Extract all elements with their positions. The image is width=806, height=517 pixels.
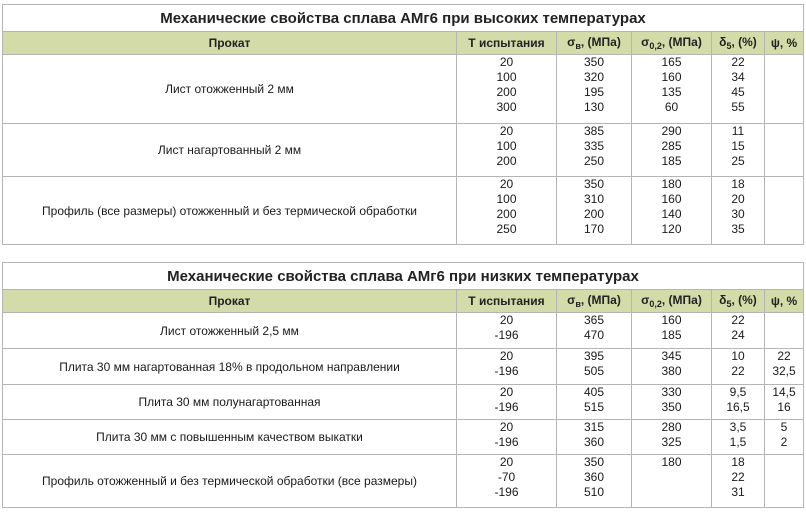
cell-test-temp (457, 385, 557, 420)
cell-value: 350 (661, 400, 682, 414)
cell-test-temp (457, 55, 557, 124)
cell-sigma-b (557, 349, 632, 385)
cell-value: 22 (731, 55, 745, 69)
cell-value: 180 (661, 177, 682, 191)
cell-value: 25 (731, 154, 745, 168)
cell-value: 160 (661, 70, 682, 84)
cell-value: 310 (583, 192, 605, 206)
cell-psi (765, 177, 804, 245)
cell-value: 360 (583, 435, 605, 449)
cell-test-temp (457, 349, 557, 385)
cell-value: 510 (583, 485, 605, 499)
cell-psi (765, 55, 804, 124)
cell-value: 200 (496, 207, 517, 221)
cell-psi (765, 349, 804, 385)
cell-value: 185 (661, 154, 682, 168)
cell-value: 200 (496, 154, 517, 168)
low-temperature-table (2, 262, 804, 508)
cell-value: 20 (499, 385, 514, 399)
col-product: Прокат (3, 290, 457, 313)
cell-test-temp (457, 313, 557, 349)
cell-value: 20 (499, 55, 514, 69)
cell-sigma-02 (632, 177, 712, 245)
table-row (3, 455, 804, 508)
cell-value: 11 (731, 124, 745, 138)
cell-value: 345 (661, 349, 682, 363)
cell-value: 20 (499, 124, 514, 138)
cell-value: 5 (780, 420, 788, 434)
cell-test-temp (457, 177, 557, 245)
cell-value: 200 (583, 207, 605, 221)
cell-sigma-b (557, 420, 632, 455)
cell-value: 31 (731, 485, 745, 499)
cell-psi (765, 385, 804, 420)
cell-value: 315 (583, 420, 605, 434)
table-title: Механические свойства сплава АМг6 при высоких температурах (3, 5, 804, 32)
cell-value: 515 (583, 400, 605, 414)
cell-delta-5 (712, 124, 765, 177)
cell-value: 55 (731, 100, 745, 114)
cell-sigma-b (557, 177, 632, 245)
table-row (3, 420, 804, 455)
table-row (3, 55, 804, 124)
col-sigma-b: $\sigma_в$, (МПа) (557, 32, 632, 55)
cell-value: 285 (661, 139, 682, 153)
cell-value: 9,5 (729, 385, 747, 399)
cell-value: 45 (731, 85, 745, 99)
header-row (3, 290, 804, 313)
cell-value: 160 (661, 313, 682, 327)
cell-psi (765, 124, 804, 177)
cell-product-name: Лист отожженный 2 мм (3, 55, 457, 124)
table-row (3, 349, 804, 385)
header-row (3, 32, 804, 55)
cell-value: 100 (496, 139, 517, 153)
col-sigma-02: $\sigma_{0,2}$, (МПа) (632, 290, 712, 313)
cell-value: 195 (583, 85, 605, 99)
cell-psi (765, 313, 804, 349)
cell-value: 100 (496, 70, 517, 84)
cell-sigma-02 (632, 420, 712, 455)
cell-product-name: Плита 30 мм нагартованная 18% в продольном направлении (3, 349, 457, 385)
high-temperature-table (2, 4, 804, 245)
cell-value: 350 (583, 177, 605, 191)
cell-product-name: Профиль (все размеры) отожженный и без термической обработки (3, 177, 457, 245)
cell-test-temp (457, 124, 557, 177)
cell-value: 140 (661, 207, 682, 221)
cell-value: 120 (661, 222, 682, 236)
cell-psi (765, 455, 804, 508)
cell-value: 200 (496, 85, 517, 99)
cell-value: 505 (583, 364, 605, 378)
cell-value: 22 (731, 364, 745, 378)
col-test-temp: Т испытания (457, 290, 557, 313)
cell-value: 18 (731, 177, 745, 191)
cell-value: 335 (583, 139, 605, 153)
cell-value: 22 (731, 470, 745, 484)
cell-value: 20 (499, 349, 514, 363)
cell-delta-5 (712, 313, 765, 349)
cell-value: 15 (731, 139, 745, 153)
table-row (3, 124, 804, 177)
cell-value: -196 (494, 485, 519, 499)
cell-test-temp (457, 420, 557, 455)
cell-value: 30 (731, 207, 745, 221)
cell-delta-5 (712, 455, 765, 508)
cell-value: 250 (583, 154, 605, 168)
cell-value: 385 (583, 124, 605, 138)
cell-value: 18 (731, 455, 745, 469)
cell-value: 20 (499, 313, 514, 327)
cell-value: 1,5 (729, 435, 747, 449)
cell-value: 10 (731, 349, 745, 363)
cell-value: 24 (731, 328, 745, 342)
cell-value: 22 (731, 313, 745, 327)
cell-value: -196 (494, 435, 519, 449)
cell-product-name: Профиль отожженный и без термической обработки (все размеры) (3, 455, 457, 508)
cell-sigma-b (557, 455, 632, 508)
cell-delta-5 (712, 420, 765, 455)
table-title: Механические свойства сплава АМг6 при низких температурах (3, 263, 804, 290)
cell-delta-5 (712, 349, 765, 385)
cell-value: 16 (777, 400, 791, 414)
cell-value: 100 (496, 192, 517, 206)
col-psi: ψ, % (765, 290, 804, 313)
cell-value: 300 (496, 100, 517, 114)
cell-value: 470 (583, 328, 605, 342)
cell-value: 290 (661, 124, 682, 138)
cell-test-temp (457, 455, 557, 508)
cell-product-name: Лист отожженный 2,5 мм (3, 313, 457, 349)
cell-sigma-02 (632, 385, 712, 420)
cell-delta-5 (712, 55, 765, 124)
cell-product-name: Плита 30 мм с повышенным качеством выкатки (3, 420, 457, 455)
cell-value: 135 (661, 85, 682, 99)
cell-product-name: Лист нагартованный 2 мм (3, 124, 457, 177)
cell-value: 14,5 (772, 385, 796, 399)
cell-value: 405 (583, 385, 605, 399)
col-test-temp: Т испытания (457, 32, 557, 55)
cell-value: 350 (583, 55, 605, 69)
cell-value: -196 (494, 400, 519, 414)
cell-delta-5 (712, 385, 765, 420)
table-row (3, 385, 804, 420)
col-sigma-b: $\sigma_в$, (МПа) (557, 290, 632, 313)
cell-product-name: Плита 30 мм полунагартованная (3, 385, 457, 420)
cell-value: 20 (499, 420, 514, 434)
cell-value: 2 (780, 435, 788, 449)
cell-value: 20 (731, 192, 745, 206)
cell-value: -196 (494, 328, 519, 342)
cell-value: 325 (661, 435, 682, 449)
cell-delta-5 (712, 177, 765, 245)
cell-value: 16,5 (726, 400, 750, 414)
cell-value: 185 (661, 328, 682, 342)
cell-psi (765, 420, 804, 455)
cell-value: 320 (583, 70, 605, 84)
cell-value: 130 (583, 100, 605, 114)
cell-value: 60 (664, 100, 679, 114)
col-sigma-02: $\sigma_{0,2}$, (МПа) (632, 32, 712, 55)
cell-value: -196 (494, 364, 519, 378)
cell-value: 35 (731, 222, 745, 236)
cell-sigma-02 (632, 313, 712, 349)
cell-sigma-b (557, 55, 632, 124)
cell-sigma-02 (632, 455, 712, 508)
cell-value: -70 (497, 470, 516, 484)
cell-value: 380 (661, 364, 682, 378)
col-psi: ψ, % (765, 32, 804, 55)
cell-value: 165 (661, 55, 682, 69)
cell-value: 280 (661, 420, 682, 434)
cell-value: 22 (777, 349, 791, 363)
cell-sigma-b (557, 124, 632, 177)
cell-value: 32,5 (772, 364, 796, 378)
cell-value: 160 (661, 192, 682, 206)
cell-value: 20 (499, 177, 514, 191)
cell-value: 365 (583, 313, 605, 327)
cell-sigma-02 (632, 124, 712, 177)
cell-value: 180 (661, 455, 682, 469)
table-row (3, 313, 804, 349)
cell-value: 350 (583, 455, 605, 469)
cell-sigma-b (557, 385, 632, 420)
cell-sigma-b (557, 313, 632, 349)
col-delta-5: $\delta_5$, (%) (712, 32, 765, 55)
cell-value: 3,5 (729, 420, 747, 434)
cell-value: 34 (731, 70, 745, 84)
cell-value: 170 (583, 222, 605, 236)
cell-value: 250 (496, 222, 517, 236)
col-delta-5: $\delta_5$, (%) (712, 290, 765, 313)
table-row (3, 177, 804, 245)
cell-sigma-02 (632, 349, 712, 385)
cell-value: 360 (583, 470, 605, 484)
cell-value: 20 (499, 455, 514, 469)
col-product: Прокат (3, 32, 457, 55)
cell-value: 330 (661, 385, 682, 399)
cell-sigma-02 (632, 55, 712, 124)
cell-value: 395 (583, 349, 605, 363)
